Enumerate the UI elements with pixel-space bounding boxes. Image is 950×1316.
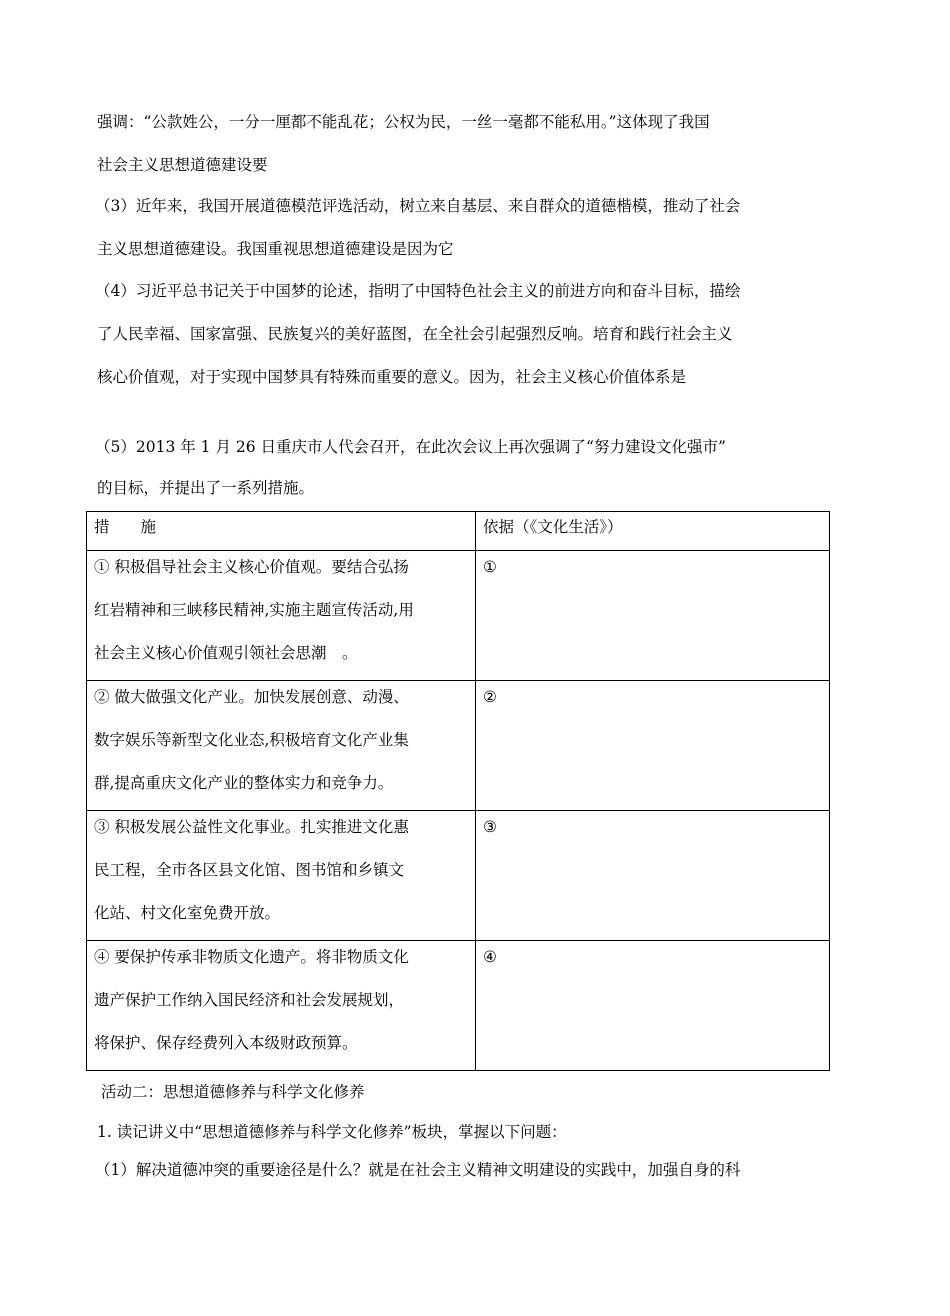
measure-line: 社会主义核心价值观引领社会思潮 。 (94, 644, 358, 662)
table-row (87, 941, 830, 1071)
paragraph-4-line-3: 核心价值观，对于实现中国梦具有特殊而重要的意义。因为，社会主义核心价值体系是 (97, 368, 687, 386)
paragraph-5-line-1: （5）2013 年 1 月 26 日重庆市人代会召开，在此次会议上再次强调了“努力建设文化强市” (95, 438, 726, 456)
activity-title: 活动二：思想道德修养与科学文化修养 (101, 1083, 365, 1101)
measure-line: 民工程，全市各区县文化馆、图书馆和乡镇文 (94, 861, 405, 879)
measure-cell (87, 941, 476, 1071)
basis-number: ④ (483, 948, 497, 966)
paragraph-5-line-2: 的目标，并提出了一系列措施。 (97, 479, 315, 497)
basis-number: ③ (483, 818, 497, 836)
paragraph-3-line-2: 主义思想道德建设。我国重视思想道德建设是因为它 (97, 240, 454, 258)
paragraph-2-line-1: 强调：“公款姓公，一分一厘都不能乱花；公权为民，一丝一毫都不能私用。”这体现了我国 (97, 113, 710, 131)
measure-line: 数字娱乐等新型文化业态,积极培育文化产业集 (94, 731, 409, 749)
table-row (87, 681, 830, 811)
table-row (87, 551, 830, 681)
basis-cell[interactable] (476, 681, 830, 811)
measure-line: ② 做大做强文化产业。加快发展创意、动漫、 (94, 688, 409, 706)
paragraph-4-line-1: （4）习近平总书记关于中国梦的论述，指明了中国特色社会主义的前进方向和奋斗目标，描绘 (95, 282, 741, 300)
activity-item-1: 1. 读记讲义中“思想道德修养与科学文化修养”板块，掌握以下问题： (97, 1123, 567, 1141)
basis-number: ② (483, 688, 497, 706)
measure-cell (87, 811, 476, 941)
measure-line: 群,提高重庆文化产业的整体实力和竞争力。 (94, 774, 394, 792)
paragraph-3-line-1: （3）近年来，我国开展道德模范评选活动，树立来自基层、来自群众的道德楷模，推动了社会 (95, 197, 741, 215)
measure-line: 红岩精神和三峡移民精神,实施主题宣传活动,用 (94, 601, 414, 619)
measure-line: ④ 要保护传承非物质文化遗产。将非物质文化 (94, 948, 409, 966)
measures-table (86, 511, 830, 1071)
basis-number: ① (483, 558, 497, 576)
measure-line: 化站、村文化室免费开放。 (94, 904, 281, 922)
paragraph-4-line-2: 了人民幸福、国家富强、民族复兴的美好蓝图，在全社会引起强烈反响。培育和践行社会主义 (97, 325, 733, 343)
basis-cell[interactable] (476, 941, 830, 1071)
table-header-row (87, 512, 830, 551)
table-row (87, 811, 830, 941)
header-measure: 措 施 (87, 512, 476, 551)
basis-cell[interactable] (476, 811, 830, 941)
measure-cell (87, 551, 476, 681)
measure-line: ① 积极倡导社会主义核心价值观。要结合弘扬 (94, 558, 409, 576)
basis-cell[interactable] (476, 551, 830, 681)
measure-line: ③ 积极发展公益性文化事业。扎实推进文化惠 (94, 818, 409, 836)
paragraph-2-line-2: 社会主义思想道德建设要 (97, 156, 268, 174)
measure-line: 遗产保护工作纳入国民经济和社会发展规划， (94, 991, 405, 1009)
activity-question-1: （1）解决道德冲突的重要途径是什么？就是在社会主义精神文明建设的实践中，加强自身的科 (95, 1161, 741, 1179)
measure-line: 将保护、保存经费列入本级财政预算。 (94, 1034, 358, 1052)
measure-cell (87, 681, 476, 811)
header-basis: 依据（《文化生活》） (476, 512, 830, 551)
